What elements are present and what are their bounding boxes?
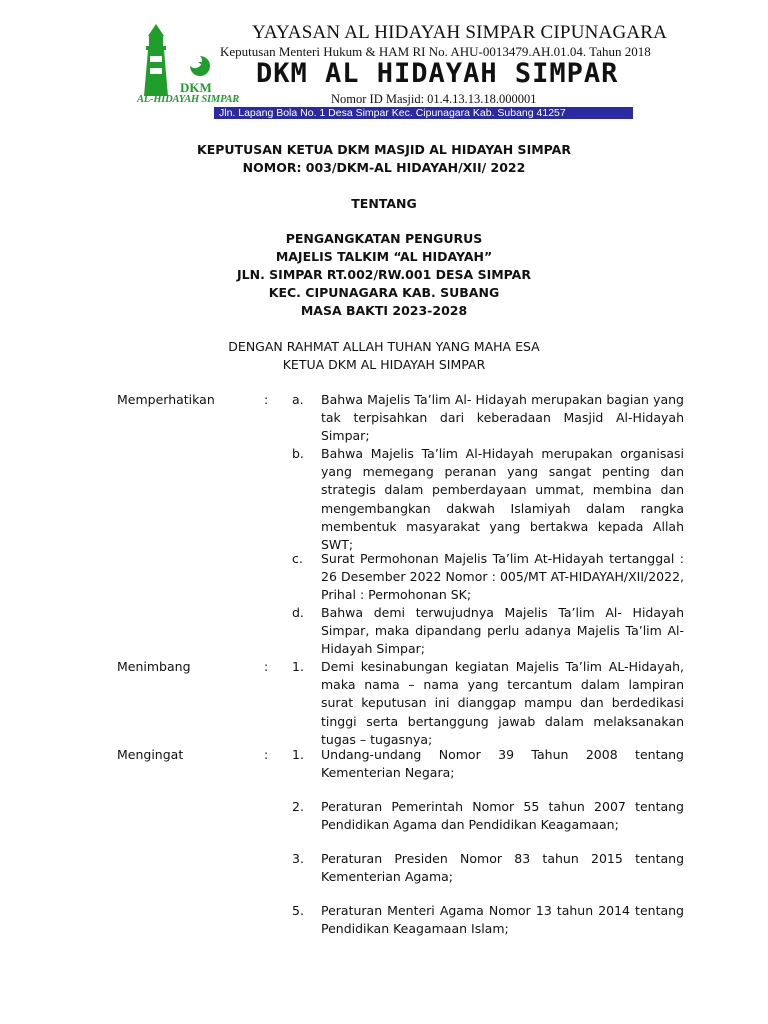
subject-line-1: PENGANGKATAN PENGURUS (285, 231, 483, 246)
item-text: Demi kesinabungan kegiatan Majelis Ta’lim AL-Hidayah, maka nama – nama yang tercantum dalam lampiran surat keputusan ini dianggap mampu dan berdedikasi tinggi serta bertanggung jawab dalam melaksanakan tugas – tugasnya; (321, 659, 684, 747)
blessing-line-1: DENGAN RAHMAT ALLAH TUHAN YANG MAHA ESA (228, 339, 540, 354)
item-text: Peraturan Pemerintah Nomor 55 tahun 2007 tentang Pendidikan Agama dan Pendidikan Keagamaan; (321, 799, 684, 833)
item-marker: 5. (292, 903, 304, 918)
item-text: Bahwa Majelis Ta’lim Al-Hidayah merupakan organisasi yang memegang peranan yang sangat penting dan strategis dalam pemberdayaan ummat, membina dan mengembangkan dakwah Islamiyah dalam rangka membentuk masyarakat yang bertakwa kepada Allah SWT; (321, 446, 684, 553)
item-marker: c. (292, 551, 303, 566)
address-text: Jln. Lapang Bola No. 1 Desa Simpar Kec. Cipunagara Kab. Subang 41257 (219, 107, 566, 119)
subject-line-5: MASA BAKTI 2023-2028 (300, 303, 468, 318)
section-label-memperhatikan: Memperhatikan (117, 392, 215, 407)
item-marker: 1. (292, 747, 304, 762)
decree-line: Keputusan Menteri Hukum & HAM RI No. AHU-0013479.AH.01.04. Tahun 2018 (220, 44, 651, 59)
section-label-menimbang: Menimbang (117, 659, 191, 674)
item-text: Peraturan Menteri Agama Nomor 13 tahun 2014 tentang Pendidikan Keagamaan Islam; (321, 903, 684, 937)
item-text: Surat Permohonan Majelis Ta’lim At-Hidayah tertanggal : 26 Desember 2022 Nomor : 005/MT AT-HIDAYAH/XII/2022, Prihal : Permohonan SK; (321, 551, 684, 603)
decree-number: NOMOR: 003/DKM-AL HIDAYAH/XII/ 2022 (242, 160, 526, 175)
decree-title: KEPUTUSAN KETUA DKM MASJID AL HIDAYAH SIMPAR (197, 142, 571, 157)
subject-line-2: MAJELIS TALKIM “AL HIDAYAH” (275, 249, 493, 264)
item-marker: a. (292, 392, 304, 407)
section-colon: : (264, 747, 269, 762)
blessing-line-2: KETUA DKM AL HIDAYAH SIMPAR (282, 357, 486, 372)
subject-line-3: JLN. SIMPAR RT.002/RW.001 DESA SIMPAR (237, 267, 531, 282)
foundation-name: YAYASAN AL HIDAYAH SIMPAR CIPUNAGARA (252, 22, 668, 43)
item-marker: d. (292, 605, 304, 620)
item-text: Bahwa Majelis Ta’lim Al- Hidayah merupakan bagian yang tak terpisahkan dari keberadaan Masjid Al-Hidayah Simpar; (321, 392, 684, 444)
subject-line-4: KEC. CIPUNAGARA KAB. SUBANG (268, 285, 500, 300)
section-colon: : (264, 659, 269, 674)
item-marker: 3. (292, 851, 304, 866)
item-marker: 2. (292, 799, 304, 814)
organization-name: DKM AL HIDAYAH SIMPAR (256, 58, 619, 89)
logo-text-top: DKM (180, 80, 212, 95)
section-colon: : (264, 392, 269, 407)
item-text: Peraturan Presiden Nomor 83 tahun 2015 tentang Kementerian Agama; (321, 851, 684, 885)
mosque-id: Nomor ID Masjid: 01.4.13.13.18.000001 (331, 92, 537, 106)
about-heading: TENTANG (351, 196, 417, 211)
logo-text-bottom: AL-HIDAYAH SIMPAR (137, 94, 240, 105)
item-text: Bahwa demi terwujudnya Majelis Ta’lim Al- Hidayah Simpar, maka dipandang perlu adanya Majelis Ta’lim Al-Hidayah Simpar; (321, 605, 684, 657)
section-label-mengingat: Mengingat (117, 747, 184, 762)
item-marker: 1. (292, 659, 304, 674)
item-text: Undang-undang Nomor 39 Tahun 2008 tentang Kementerian Negara; (321, 747, 684, 781)
item-marker: b. (292, 446, 304, 461)
